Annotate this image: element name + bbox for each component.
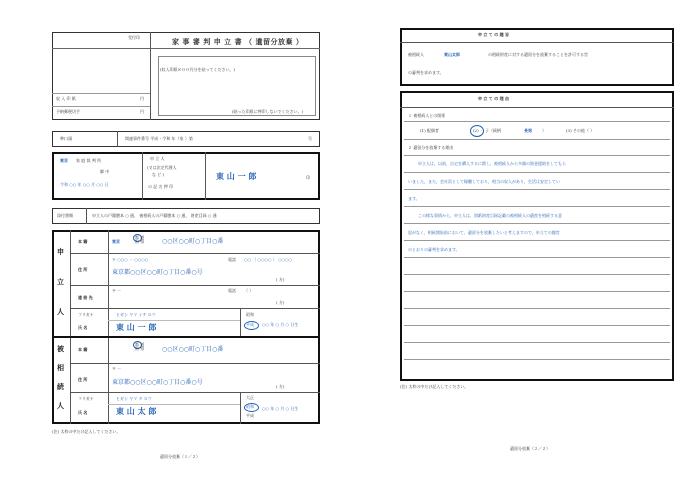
relation-heading: １ 被相続人との関係 [408, 113, 446, 118]
revenue-stamp-label: 収 入 印 紙 [56, 96, 76, 101]
reason-line-2: いました。また，会社員として稼働しており，相当の収入があり，生活は安定してい [408, 179, 560, 184]
reason-heading: 申 立 て の 理 由 [478, 96, 509, 101]
decedent-address-label: 住 所 [78, 377, 88, 382]
relation-option-spouse: (1) 配偶者 [420, 128, 439, 133]
reason-box [400, 91, 674, 381]
seal-mark: 印 [306, 175, 310, 180]
prior-case-label: 準口頭 [60, 136, 72, 141]
purpose-box [400, 28, 674, 86]
reason-line-4: この様な事情から，申立人は，別紙財産目録記載の被相続人の遺産を相続する意 [418, 213, 562, 218]
purpose-decedent-name: 東山太郎 [444, 52, 460, 57]
decedent-zip: 〒 － [112, 366, 122, 371]
applicant-section-label-1: 申 [57, 247, 64, 256]
applicant-sign-label-2: (又は法定代理人 [147, 165, 177, 170]
applicant-furigana: ヒガシ ヤマ イチ ロウ [116, 312, 156, 317]
purpose-post: の相続財産に対する遺留分を放棄することを許可する旨 [488, 52, 588, 57]
decedent-era-taisho: 大正 [246, 395, 254, 400]
relation-option-child-close: ） [542, 128, 546, 133]
reason-line-6: のとおりの審判を求めます。 [408, 247, 460, 252]
reason-subheading: ２ 遺留分を放棄する理由 [408, 145, 454, 150]
decedent-name-label: 氏 名 [78, 410, 88, 415]
stamp-placement-box [158, 56, 316, 116]
stamp-note-bottom: (貼った印紙に押印しないでください。) [232, 109, 304, 114]
decedent-section-label-2: 相 [57, 363, 64, 372]
right-page-label: 遺留分放棄（２／２） [510, 446, 550, 451]
furigana-label: フリガナ [78, 312, 94, 317]
contact-label: 連 絡 先 [78, 295, 93, 300]
form-title: 家 事 審 判 申 立 書 （ 遺留分放棄 ） [172, 37, 304, 46]
decedent-section-label-3: 続 [57, 382, 64, 391]
decedent-address: 東京都○○区○○町○丁目○番○号 [112, 379, 203, 386]
relation-child-value: 長男 [524, 128, 532, 133]
honseki-address: ○○区○○町○丁目○番 [162, 238, 224, 245]
purpose-heading: 申 立 て の 趣 旨 [478, 32, 509, 37]
revenue-stamp-yen: 円 [140, 96, 144, 101]
decedent-era-heisei: 平成 [246, 413, 254, 418]
reason-line-5: 思がなく，相続開始前において，遺留分を放棄したいと考えますので，申立ての趣旨 [408, 230, 560, 235]
purpose-pre: 被相続人 [408, 52, 424, 57]
received-stamp-label: 受付印 [128, 35, 140, 40]
name-label: 氏 名 [78, 325, 88, 330]
tel-label-2: 電話 [228, 288, 236, 293]
applicant-signature: 東 山 一 郎 [216, 171, 257, 181]
postage-stamp-label: 予納郵便切手 [56, 109, 80, 114]
decedent-section-label-4: 人 [57, 401, 64, 410]
stamp-note-top: (収入印紙８００円分を貼ってください。) [160, 67, 236, 72]
decedent-furigana-label: フリガナ [78, 396, 94, 401]
decedent-section-label-1: 被 [57, 344, 64, 353]
decedent-todofuken-label: 都 道 府 県 [135, 342, 145, 352]
applicant-section-label-3: 人 [57, 307, 64, 316]
applicant-era-showa: 昭和 [246, 312, 254, 317]
postage-stamp-yen: 円 [140, 109, 144, 114]
left-footnote: (注) 太枠の中だけ記入してください。 [52, 429, 121, 434]
applicant-address: 東京都○○区○○町○丁目○番○号 [112, 269, 203, 276]
applicant-era-heisei: 平成 [246, 322, 254, 327]
applicant-section-label-2: 立 [57, 277, 64, 286]
applicant-name: 東 山 一 郎 [116, 322, 157, 332]
contact-zip: 〒 － [112, 288, 122, 293]
reason-line-1: 申立人は，以前，自宅を購入するに際し，被相続人から多額の資金援助をしてもら [418, 161, 566, 166]
relation-option-child: 子（続柄 [485, 128, 501, 133]
relation-option-child-num: (2) [473, 128, 479, 133]
filing-date: 令和 ○○ 年 ○○ 月 ○○ 日 [60, 182, 109, 187]
applicant-kata: ( 方) [276, 277, 285, 282]
address-label: 住 所 [78, 267, 88, 272]
right-footnote: (注) 太枠の中だけ記入してください。 [400, 384, 469, 389]
applicant-birthdate: ○○ 年 ○ 月 ○ 日生 [262, 322, 299, 327]
decedent-furigana: ヒガシ ヤマ タ ロウ [116, 396, 152, 401]
tel-label-1: 電話 [228, 257, 236, 262]
contact-tel: （ ） [244, 288, 254, 293]
attached-docs-text: 申立人の戸籍謄本 ○ 通、 被相続人の戸籍謄本 ○ 通、 財産目録 ○ 通 [92, 213, 217, 218]
applicant-sign-label-4: の 記 名 押 印 [148, 184, 174, 189]
prior-case-text: 関連事件番号 平成・令和 年（家 ）第 [125, 136, 193, 141]
attached-docs-label: 添付書類 [57, 213, 73, 218]
prior-case-suffix: 号 [308, 136, 312, 141]
applicant-sign-label-1: 申 立 人 [150, 156, 165, 161]
decedent-name: 東 山 太 郎 [116, 406, 157, 416]
court-name: 家 庭 裁 判 所 [76, 158, 102, 163]
reason-line-3: ます。 [408, 196, 420, 201]
decedent-birthdate: ○○ 年 ○ 月 ○ 日生 [262, 406, 299, 411]
decedent-honseki-address: ○○区○○町○丁目○番 [162, 346, 224, 353]
decedent-kata: ( 方) [276, 384, 285, 389]
applicant-tel: ○○ （ ○○○○ ） ○○○○ [244, 257, 292, 262]
contact-kata: ( 方) [276, 300, 285, 305]
relation-option-other: (3) その他（ ） [566, 128, 595, 133]
left-page-label: 遺留分放棄（１／２） [160, 454, 200, 459]
decedent-era-showa: 昭和 [246, 404, 254, 409]
todofuken-label: 都 道 府 県 [135, 235, 145, 245]
applicant-sign-label-3: な ど ) [152, 172, 165, 177]
applicant-zip: 〒 ○○○ － ○○○○ [112, 257, 149, 262]
decedent-honseki-label: 本 籍 [78, 347, 88, 352]
court-prefecture: 東京 [60, 158, 68, 163]
honseki-label: 本 籍 [78, 239, 88, 244]
court-onchu: 御 中 [100, 169, 110, 174]
honseki-prefecture: 東京 [112, 239, 120, 244]
purpose-line-2: の審判を求めます。 [408, 70, 444, 75]
